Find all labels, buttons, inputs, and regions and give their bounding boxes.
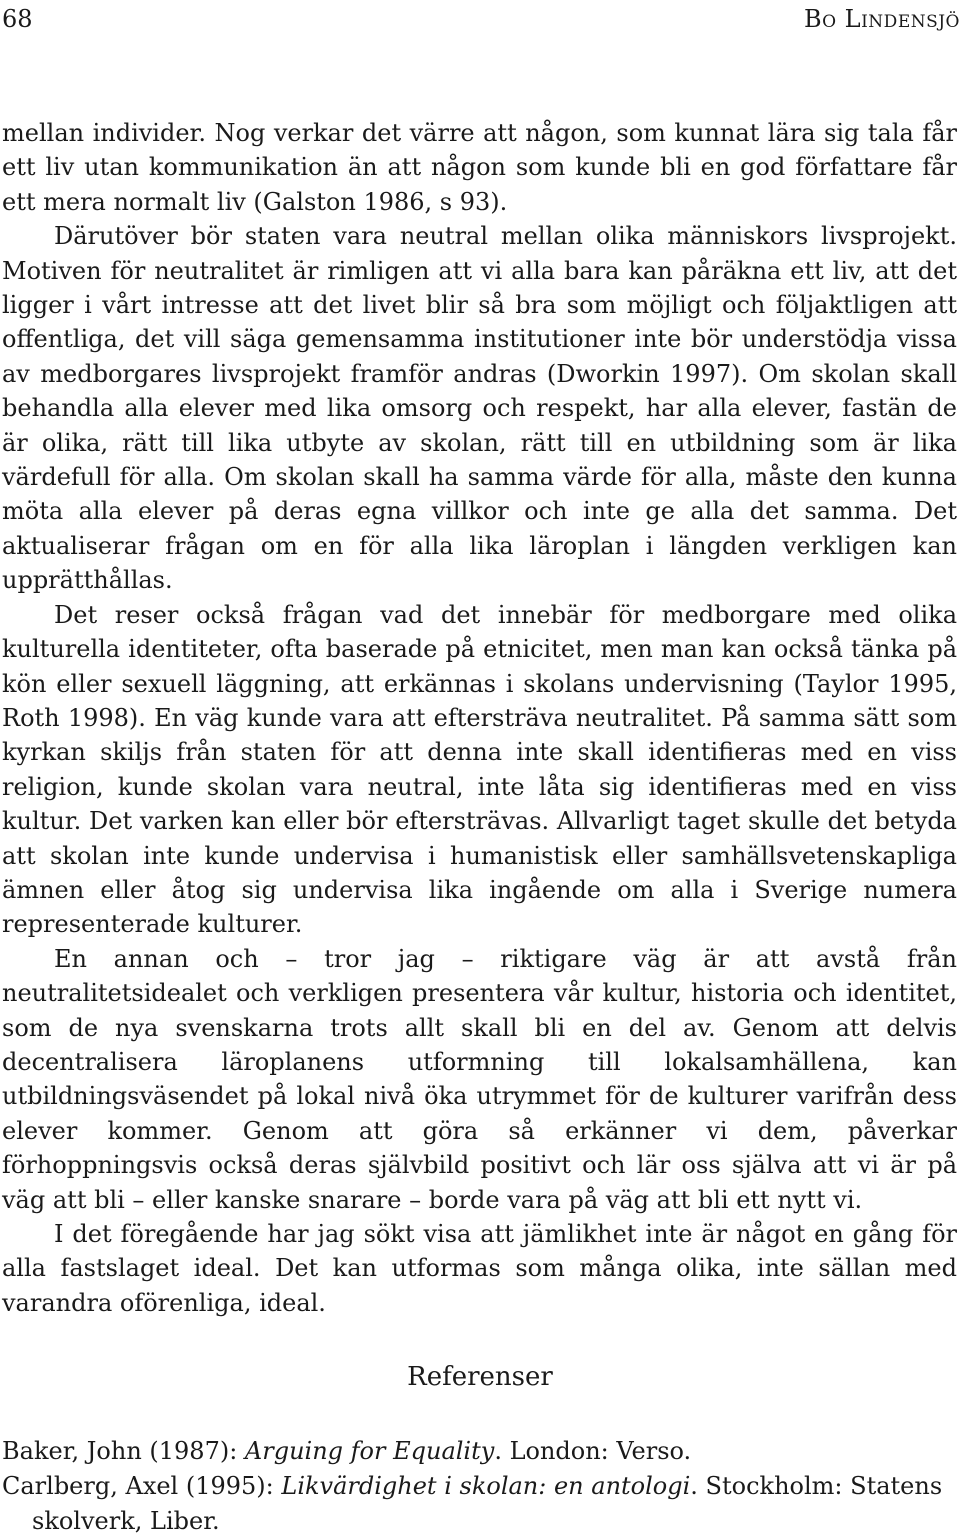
reference-author: Carlberg, Axel (1995): (2, 1472, 282, 1500)
references-heading: Referenser (407, 1362, 553, 1392)
paragraph-continuation: mellan individer. Nog verkar det värre att någon, som kunnat lära sig tala får ett liv utan kommunikation än att någon som kunde bli en god författare får ett mera normalt liv (Galston 1986, s 93). (2, 119, 957, 216)
reference-title: Likvärdighet i skolan: en antologi (281, 1472, 691, 1500)
running-head-author: Bo Lindensjö (803, 5, 960, 33)
reference-title: Arguing for Equality (244, 1437, 495, 1465)
paragraph-conclusion: I det föregående har jag sökt visa att jämlikhet inte är något en gång för alla fastslaget ideal. Det kan utformas som många olika, inte sällan med varandra oförenliga, ideal. (2, 1220, 957, 1317)
paragraph-alternative-path: En annan och – tror jag – riktigare väg är att avstå från neutralitetsidealet och verkligen presentera vår kultur, historia och identitet, som de nya svenskarna trots allt skall bli en del av. Genom att delvis decentralisera läroplanens utformning till lokalsamhällena, kan utbildningsväsendet på lokal nivå öka utrymmet för de kulturer varifrån dess elever kommer. Genom att göra så erkänner vi dem, påverkar förhoppningsvis också deras självbild positivt och lär oss själva att vi är på väg att bli – eller kanske snarare – borde vara på väg att bli ett nytt vi. (2, 944, 957, 1214)
reference-publisher: . Stockholm: Statens skolverk, Liber. (32, 1472, 943, 1535)
paragraph-cultural-identities: Det reser också frågan vad det innebär för medborgare med olika kulturella identiteter, ofta baserade på etnicitet, men man kan också tänka på kön eller sexuell läggning, att erkännas i skolans undervisning (Taylor 1995, Roth 1998). En väg kunde vara att eftersträva neutralitet. På samma sätt som kyrkan skiljs från staten för att denna inte skall identifieras med en viss religion, kunde skolan vara neutral, inte låta sig identifieras med en viss kultur. Det varken kan eller bör eftersträvas. Allvarligt taget skulle det betyda att skolan inte kunde undervisa i humanistisk eller samhällsvetenskapliga ämnen eller åtog sig undervisa lika ingående om alla i Sverige numera representerade kulturer. (2, 600, 957, 939)
page-number: 68 (2, 5, 33, 33)
page-header (0, 4, 960, 34)
reference-publisher: . London: Verso. (494, 1437, 692, 1465)
references-list (2, 1434, 957, 1539)
reference-item (2, 1469, 957, 1539)
reference-author: Baker, John (1987): (2, 1437, 245, 1465)
body-text (2, 116, 957, 1320)
paragraph-neutrality: Därutöver bör staten vara neutral mellan olika människors livsprojekt. Motiven för neutralitet är rimligen att vi alla bara kan påräkna ett liv, att det ligger i vårt intresse att det livet blir så bra som möjligt och följaktligen att offentliga, det vill säga gemensamma institutioner inte bör understödja vissa av medborgares livsprojekt framför andras (Dworkin 1997). Om skolan skall behandla alla elever med lika omsorg och respekt, har alla elever, fastän de är olika, rätt till lika utbyte av skolan, rätt till en utbildning som är lika värdefull för alla. Om skolan skall ha samma värde för alla, måste den kunna möta alla elever på deras egna villkor och inte ge alla det samma. Det aktualiserar frågan om en för alla lika läroplan i längden verkligen kan upprätthållas. (2, 222, 957, 595)
reference-item (2, 1434, 957, 1469)
